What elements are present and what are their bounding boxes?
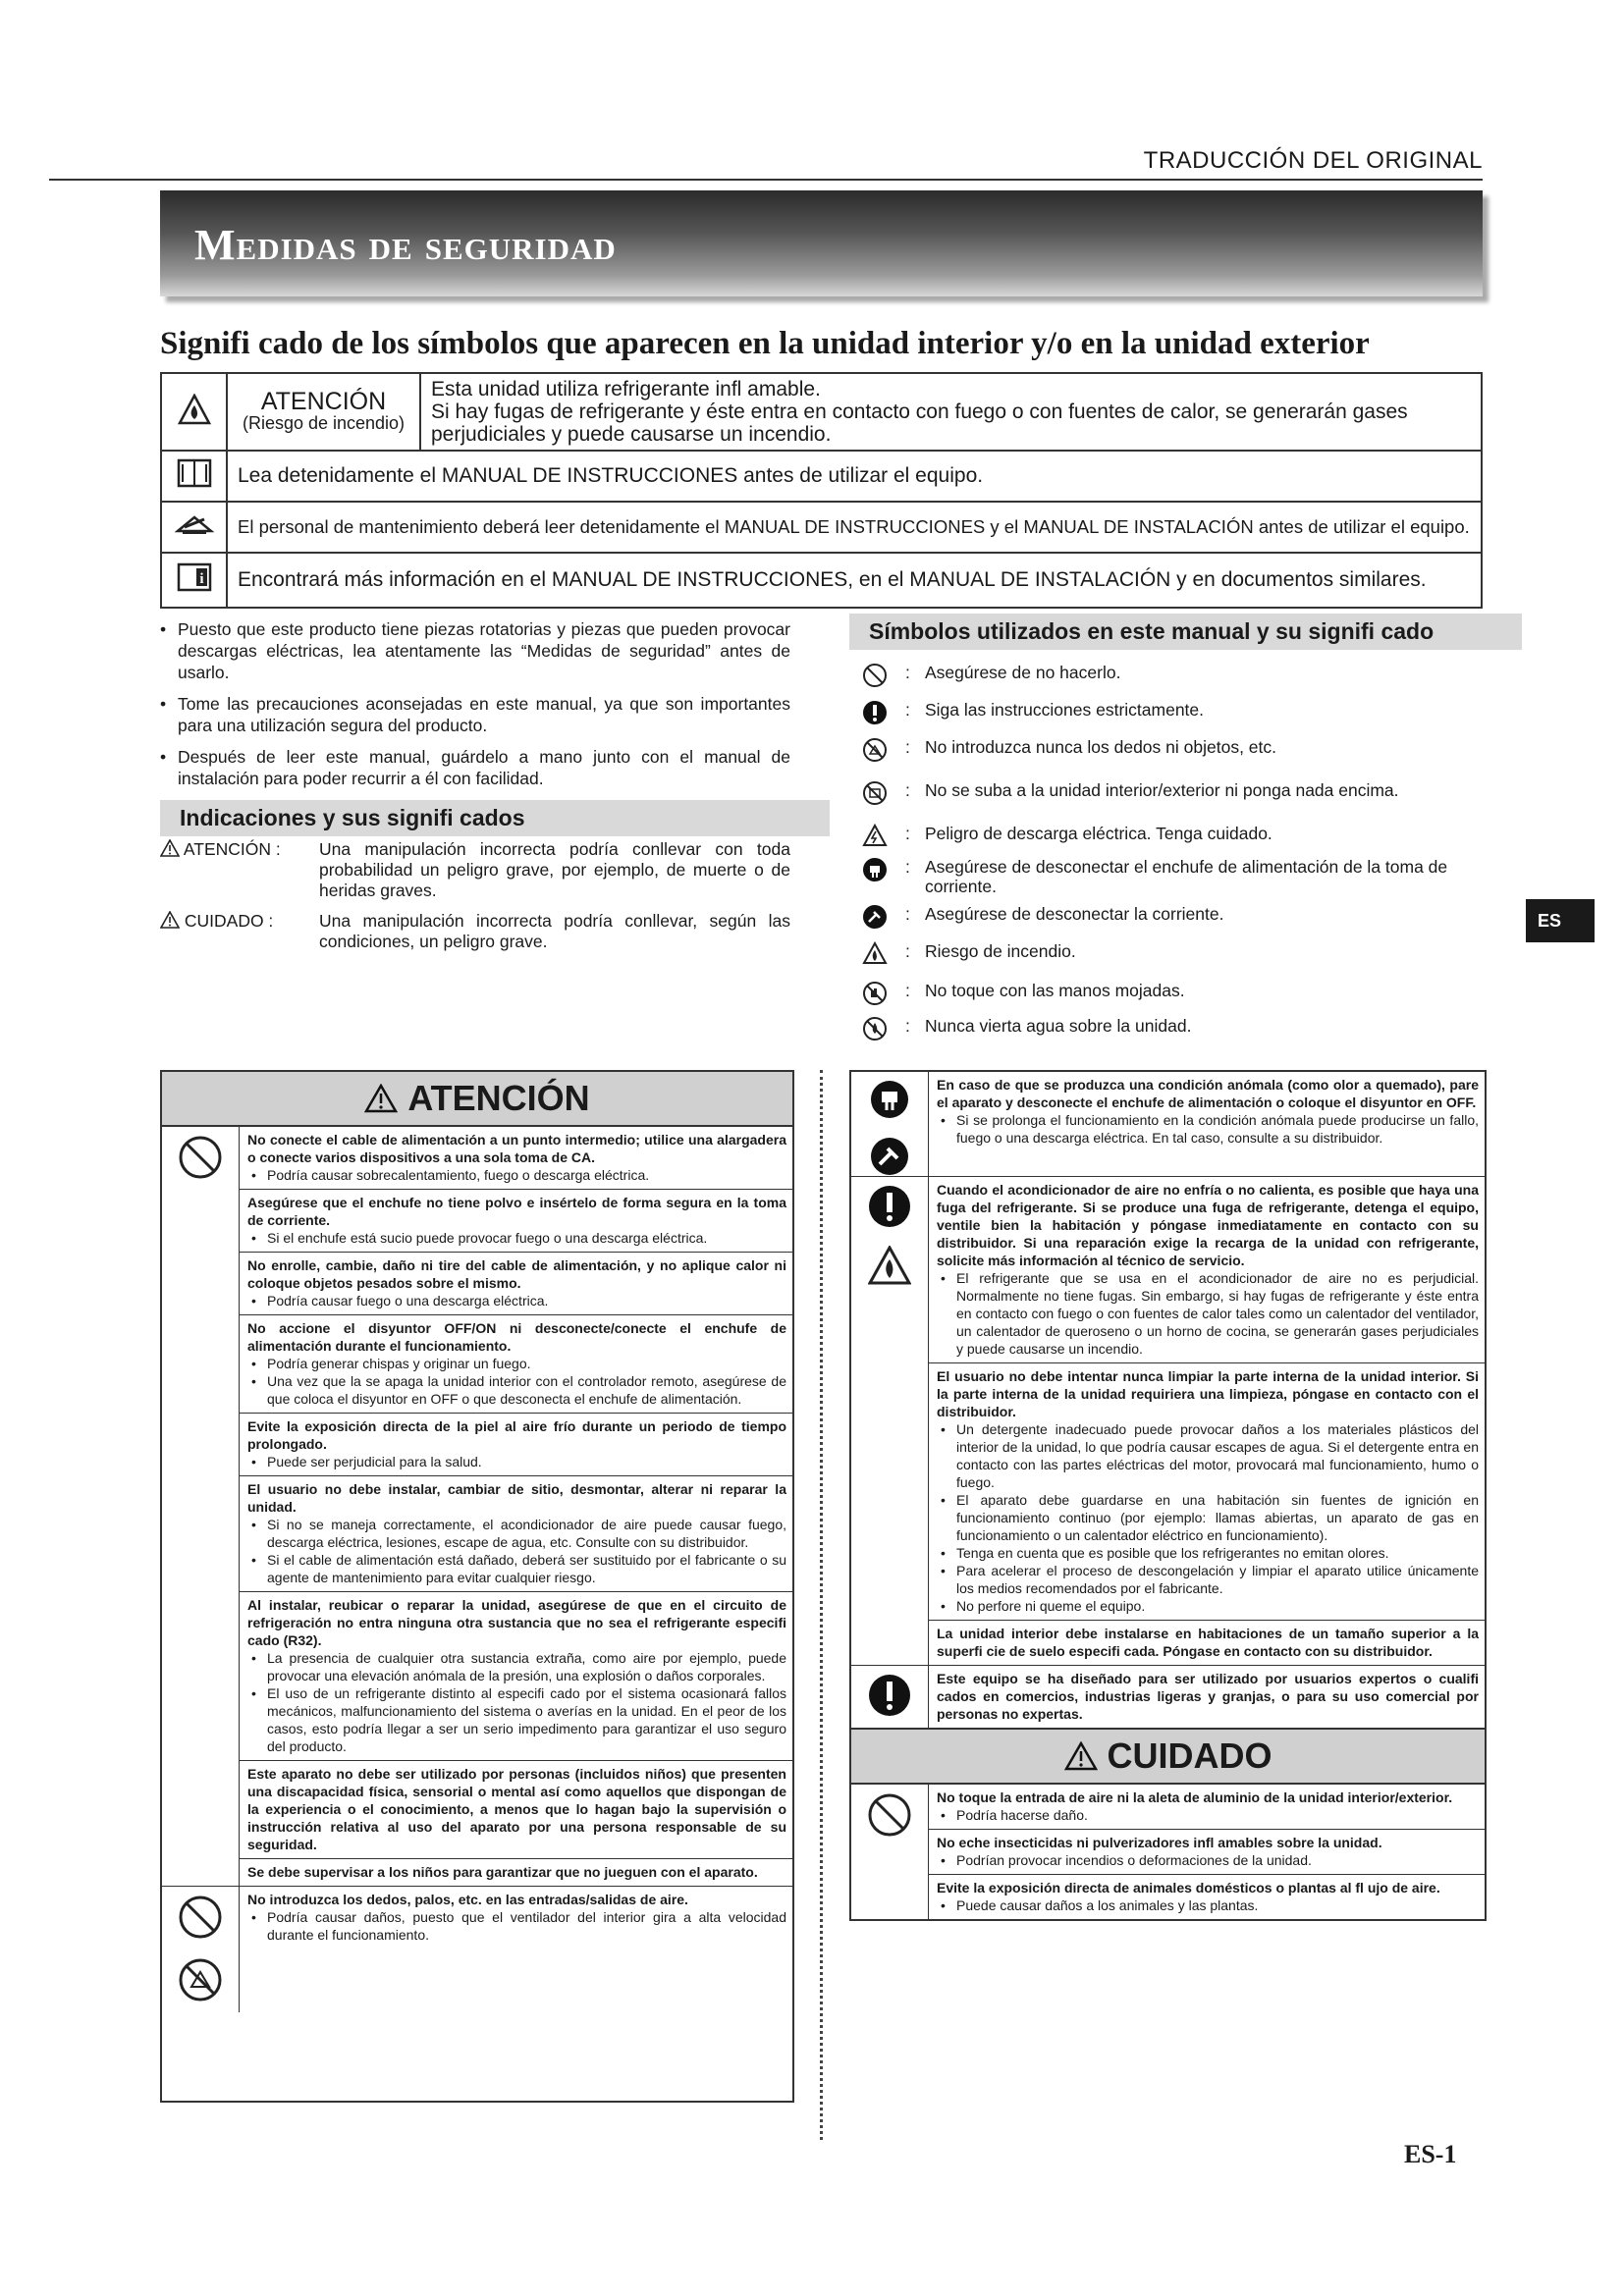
warning-item-heading: No eche insecticidas ni pulverizadores infl amables sobre la unidad. [937,1835,1382,1850]
intro-bullet: • Tome las precauciones aconsejadas en este manual, ya que son importantes para una utilización segura del producto. [160,694,790,735]
indication-label: ATENCIÓN : [183,839,281,859]
warning-item-note: • El refrigerante que se usa en el acondicionador de aire no es perjudicial. Normalmente no tiene fugas. Sin embargo, si hay fugas de refrigerante y éste entra en contacto con fuego o con fuentes de calor tales como un calentador del ventilador, un calentador de queroseno o un horno de cocina, se generarán gases perjudiciales y puede causarse un incendio. [941,1270,1479,1357]
no-fingers-icon [178,1957,223,2002]
symbols-row-attention [161,373,1482,451]
prohibition-icon [178,1135,223,1180]
warning-item-note: • El aparato debe guardarse en una habitación sin fuentes de ignición en funcionamiento continuo (por ejemplo: llamas abiertas, un aparato de gas en funcionamiento o un calentador eléctrico en funcionamiento). [941,1492,1479,1543]
symbol-meaning-text: No toque con las manos mojadas. [925,981,1185,1000]
atencion-group [162,1886,792,2012]
right-group-icons [851,1177,929,1665]
intro-bullet: • Puesto que este producto tiene piezas rotatorias y piezas que pueden provocar descargas eléctricas, lea atentamente las “Medidas de seguridad” antes de usarlo. [160,619,790,682]
warning-item [929,1362,1485,1620]
symbol-meaning-text: Asegúrese de desconectar la corriente. [925,904,1224,924]
warning-item-note: • Puede causar daños a los animales y las plantas. [941,1897,1259,1913]
warning-item [240,1252,792,1314]
warning-item-note: • Si no se maneja correctamente, el acondicionador de aire puede causar fuego, descarga eléctrica, lesiones, escape de agua, etc. Consulte con su distribuidor. [251,1517,786,1550]
service-manual-icon [161,502,227,553]
warning-item-heading: Asegúrese que el enchufe no tiene polvo e insértelo de forma segura en la toma de corriente. [247,1195,786,1228]
symbols-table [160,372,1483,609]
warning-item [240,1760,792,1858]
atencion-box [160,1070,794,2103]
warning-item-note: • Tenga en cuenta que es posible que los refrigerantes no emitan olores. [941,1545,1389,1561]
symbol-meaning-item: : Asegúrese de no hacerlo. [862,663,1481,700]
warning-item [929,1829,1485,1874]
warning-triangle-icon [160,839,180,857]
warning-item-note: • Si el cable de alimentación está dañado, deberá ser sustituido por el fabricante o su agente de mantenimiento para evitar cualquier riesgo. [251,1552,786,1585]
warning-item-note-text: La presencia de cualquier otra sustancia extraña, como aire por ejemplo, puede provocar una elevación anómala de la presión, una explosión o daños corporales. [267,1650,786,1683]
attention-text-1: Esta unidad utiliza refrigerante infl amable. [431,378,821,400]
symbol-meaning-text: No introduzca nunca los dedos ni objetos, etc. [925,737,1276,757]
cuidado-group-icons [851,1785,929,1919]
warning-item [929,1620,1485,1665]
right-group-icons [851,1666,929,1728]
warning-item-note: • Para acelerar el proceso de descongelación y limpiar el aparato utilice únicamente los medios recomendados por el fabricante. [941,1563,1479,1596]
warning-item-heading: El usuario no debe intentar nunca limpiar la parte interna de la unidad interior. Si la parte interna de la unidad requiriera una limpieza, póngase en contacto con el distribuidor. [937,1368,1479,1419]
atencion-group-icons [162,1887,240,2012]
symbol-meaning-text: Asegúrese de desconectar el enchufe de alimentación de la toma de corriente. [925,857,1448,896]
unplug-icon [862,857,895,886]
symbols-row-info [161,553,1482,608]
warning-item-heading: El usuario no debe instalar, cambiar de sitio, desmontar, alterar ni reparar la unidad. [247,1481,786,1515]
symbol-meaning-item: : Peligro de descarga eléctrica. Tenga cuidado. [862,824,1481,857]
indications-list [160,839,790,962]
warning-item [240,1413,792,1475]
warning-item [929,1785,1485,1829]
indications-title: Indicaciones y sus signifi cados [160,800,830,836]
atencion-box-title: ATENCIÓN [407,1078,590,1118]
right-group-icons [851,1072,929,1176]
symbols-row-service [161,502,1482,553]
warning-item-note-text: Podría hacerse daño. [956,1807,1088,1823]
prohibition-icon [867,1792,912,1838]
indication-row [160,839,790,901]
symbol-meaning-text: No se suba a la unidad interior/exterior ni ponga nada encima. [925,780,1399,800]
warning-item-heading: En caso de que se produzca una condición anómala (como olor a quemado), pare el aparato y desconecte el enchufe de alimentación o coloque el disyuntor en OFF. [937,1077,1479,1110]
cuidado-header [851,1728,1485,1785]
warning-item-note-text: Una vez que la se apaga la unidad interior con el controlador remoto, asegúrese de que coloca el disyuntor en OFF o que desconecta el enchufe de alimentación. [267,1373,786,1407]
warning-item-note: • La presencia de cualquier otra sustancia extraña, como aire por ejemplo, puede provocar una elevación anómala de la presión, una explosión o daños corporales. [251,1650,786,1683]
indication-text: Una manipulación incorrecta podría conllevar, según las condiciones, un peligro grave. [319,911,790,951]
warning-item-note-text: El aparato debe guardarse en una habitación sin fuentes de ignición en funcionamiento continuo (por ejemplo: llamas abiertas, un aparato de gas en funcionamiento o un calentador eléctrico en funcionamiento). [956,1492,1479,1543]
intro-bullet: • Después de leer este manual, guárdelo a mano junto con el manual de instalación para poder recurrir a él con facilidad. [160,747,790,788]
warning-item-heading: Evite la exposición directa de la piel al aire frío durante un periodo de tiempo prolongado. [247,1418,786,1452]
intro-text: Después de leer este manual, guárdelo a mano junto con el manual de instalación para poder recurrir a él con facilidad. [178,747,790,788]
symbol-meaning-item: : No introduzca nunca los dedos ni objetos, etc. [862,737,1481,780]
intro-text: Tome las precauciones aconsejadas en este manual, ya que son importantes para una utilización segura del producto. [178,694,790,735]
warning-item-note: • Puede ser perjudicial para la salud. [251,1454,482,1469]
symbol-meaning-item: : Asegúrese de desconectar el enchufe de alimentación de la toma de corriente. [862,857,1481,904]
warning-item-note-text: Podría generar chispas y originar un fuego. [267,1356,531,1371]
warning-item-note-text: Si se prolonga el funcionamiento en la condición anómala puede producirse un fallo, fuego o una descarga eléctrica. En tal caso, consulte a su distribuidor. [956,1112,1479,1146]
symbol-meaning-item: : Nunca vierta agua sobre la unidad. [862,1016,1481,1049]
title-banner [160,190,1483,296]
no-step-icon [862,780,895,810]
symbol-meaning-text: Nunca vierta agua sobre la unidad. [925,1016,1192,1036]
warning-item-note: • Una vez que la se apaga la unidad interior con el controlador remoto, asegúrese de que coloca el disyuntor en OFF o que desconecta el enchufe de alimentación. [251,1373,786,1407]
symbol-meaning-item: : No se suba a la unidad interior/exterior ni ponga nada encima. [862,780,1481,824]
original-translation-label: TRADUCCIÓN DEL ORIGINAL [1143,147,1483,174]
warning-item-note: • Si el enchufe está sucio puede provocar fuego o una descarga eléctrica. [251,1230,708,1246]
attention-text-cell [420,373,1482,451]
warning-item-heading: Evite la exposición directa de animales domésticos o plantas al fl ujo de aire. [937,1880,1440,1896]
warning-item-note-text: Un detergente inadecuado puede provocar daños a los materiales plásticos del interior de la unidad, lo que podría causar escapes de agua. Si el detergente entra en contacto con las partes eléctricas del motor, provocará mal funcionamiento, humo o fuego. [956,1421,1479,1490]
warning-item-note-text: El refrigerante que se usa en el acondicionador de aire no es perjudicial. Normalmente no tiene fugas. Sin embargo, si hay fugas de refrigerante y éste entra en contacto con fuego o con fuentes de calor tales como un calentador del ventilador, un calentador de queroseno o un horno de cocina, se generarán gases perjudiciales y puede causarse un incendio. [956,1270,1479,1357]
indication-label: CUIDADO : [184,911,274,931]
warning-item [240,1858,792,1886]
disconnect-icon [870,1137,909,1176]
info-row-text: Encontrará más información en el MANUAL DE INSTRUCCIONES, en el MANUAL DE INSTALACIÓN y en documentos similares. [227,553,1482,608]
header-rule [49,179,1483,181]
prohibition-icon [178,1895,223,1940]
symbol-meaning-item: : Asegúrese de desconectar la corriente. [862,904,1481,941]
warning-item [929,1666,1485,1728]
symbol-meaning-text: Riesgo de incendio. [925,941,1076,961]
atencion-group [162,1127,792,1886]
unplug-icon [870,1080,909,1119]
warning-triangle-icon [160,911,180,929]
right-group [851,1072,1485,1176]
attention-label-cell [227,373,420,451]
warning-item-note: • Un detergente inadecuado puede provocar daños a los materiales plásticos del interior de la unidad, lo que podría causar escapes de agua. Si el detergente entra en contacto con las partes eléctricas del motor, provocará mal funcionamiento, humo o fuego. [941,1421,1479,1490]
disconnect-icon [862,904,895,934]
warning-item-note: • Podría hacerse daño. [941,1807,1088,1823]
warning-item [240,1314,792,1413]
symbol-meaning-text: Asegúrese de no hacerlo. [925,663,1121,682]
symbol-meaning-text: Peligro de descarga eléctrica. Tenga cuidado. [925,824,1272,843]
warning-item-heading: No conecte el cable de alimentación a un punto intermedio; utilice una alargadera o conecte varios dispositivos a una sola toma de CA. [247,1132,786,1165]
right-items [929,1666,1485,1728]
cuidado-items [929,1785,1485,1919]
indication-label-wrap [160,839,319,901]
manual-row-text: Lea detenidamente el MANUAL DE INSTRUCCIONES antes de utilizar el equipo. [227,451,1482,502]
warning-item-heading: No introduzca los dedos, palos, etc. en las entradas/salidas de aire. [247,1892,688,1907]
intro-text: Puesto que este producto tiene piezas rotatorias y piezas que pueden provocar descargas eléctricas, lea atentamente las “Medidas de seguridad” antes de usarlo. [178,619,790,682]
warning-triangle-icon [1064,1741,1098,1771]
warning-item-note-text: Puede causar daños a los animales y las plantas. [956,1897,1259,1913]
no-water-icon [862,1016,895,1045]
warning-item-note: • Podrían provocar incendios o deformaciones de la unidad. [941,1852,1312,1868]
warning-item-note: • Podría generar chispas y originar un fuego. [251,1356,531,1371]
page-title: Medidas de seguridad [194,221,617,269]
symbol-meaning-text: Siga las instrucciones estrictamente. [925,700,1205,720]
symbol-meaning-item: : Riesgo de incendio. [862,941,1481,981]
cuidado-group [851,1785,1485,1919]
right-warnings-box [849,1070,1487,1921]
warning-item-note: • Si se prolonga el funcionamiento en la condición anómala puede producirse un fallo, fuego o una descarga eléctrica. En tal caso, consulte a su distribuidor. [941,1112,1479,1146]
fire-icon [868,1246,911,1285]
symbols-section-title: Signifi cado de los símbolos que aparecen en la unidad interior y/o en la unidad exterior [160,326,1370,361]
warning-item-heading: Al instalar, reubicar o reparar la unidad, asegúrese de que en el circuito de refrigeración no entra ninguna otra sustancia que no sea el refrigerante especifi cado (R32). [247,1597,786,1648]
warning-item [929,1874,1485,1919]
page-number: ES-1 [1404,2140,1457,2168]
cuidado-title: CUIDADO [1107,1735,1272,1776]
warning-item-note-text: Si el cable de alimentación está dañado, deberá ser sustituido por el fabricante o su agente de mantenimiento para evitar cualquier riesgo. [267,1552,786,1585]
atencion-box-header [162,1072,792,1127]
attention-sub: (Riesgo de incendio) [242,412,406,433]
indication-row [160,911,790,952]
symbol-meanings-title: Símbolos utilizados en este manual y su signifi cado [849,614,1522,650]
info-book-icon [161,553,227,608]
right-group [851,1176,1485,1665]
warning-item-note-text: Podría causar daños, puesto que el ventilador del interior gira a alta velocidad durante el funcionamiento. [267,1909,786,1943]
warning-item-note: • Podría causar fuego o una descarga eléctrica. [251,1293,549,1308]
symbol-meaning-item: : No toque con las manos mojadas. [862,981,1481,1016]
attention-label: ATENCIÓN [260,387,387,415]
warning-item-note: • El uso de un refrigerante distinto al especifi cado por el sistema ocasionará fallos mecánicos, malfuncionamiento del sistema o averías en la unidad. En el peor de los casos, esto podría llegar a ser un serio impedimento para garantizar el uso seguro del producto. [251,1685,786,1754]
symbols-row-manual [161,451,1482,502]
warning-item-note: • Podría causar sobrecalentamiento, fuego o descarga eléctrica. [251,1167,650,1183]
atencion-group-icons [162,1127,240,1886]
wet-hands-icon [862,981,895,1010]
right-group [851,1665,1485,1728]
warning-item-note-text: Puede ser perjudicial para la salud. [267,1454,482,1469]
warning-item-note-text: Podrían provocar incendios o deformaciones de la unidad. [956,1852,1312,1868]
warning-item [240,1887,792,1949]
right-items [929,1072,1485,1176]
warning-item [929,1072,1485,1151]
warning-item-note-text: Si no se maneja correctamente, el acondicionador de aire puede causar fuego, descarga eléctrica, lesiones, escape de agua, etc. Consulte con su distribuidor. [267,1517,786,1550]
language-tab-es: ES [1526,899,1595,942]
prohibition-icon [862,663,895,692]
mandatory-icon [862,700,895,729]
warning-item [929,1177,1485,1362]
warning-item-heading: Cuando el acondicionador de aire no enfría o no calienta, es posible que haya una fuga del refrigerante. Si se produce una fuga de refrigerante, detenga el equipo, ventile bien la habitación y póngase inmediatamente en contacto con su distribuidor. Si una reparación exige la recarga de la unidad con refrigerante, solicite más información al técnico de servicio. [937,1182,1479,1268]
right-items [929,1177,1485,1665]
svg-text:i: i [198,571,204,587]
atencion-items [240,1887,792,2012]
column-divider [820,1070,823,2140]
warning-item-note-text: El uso de un refrigerante distinto al especifi cado por el sistema ocasionará fallos mecánicos, malfuncionamiento del sistema o averías en la unidad. En el peor de los casos, esto podría llegar a ser un serio impedimento para garantizar el uso seguro del producto. [267,1685,786,1754]
fire-warning-icon [161,373,227,451]
no-fingers-icon [862,737,895,767]
warning-item-note-text: Tenga en cuenta que es posible que los refrigerantes no emitan olores. [956,1545,1389,1561]
warning-item [240,1127,792,1189]
mandatory-icon [868,1674,911,1717]
manual-book-icon [161,451,227,502]
warning-item-note-text: Podría causar fuego o una descarga eléctrica. [267,1293,549,1308]
warning-item-heading: La unidad interior debe instalarse en habitaciones de un tamaño superior a la superfi cie de suelo especifi cada. Póngase en contacto con su distribuidor. [937,1626,1479,1659]
warning-item [240,1189,792,1252]
warning-item-heading: No toque la entrada de aire ni la aleta de aluminio de la unidad interior/exterior. [937,1789,1453,1805]
warning-triangle-icon [364,1084,398,1113]
warning-item-heading: Se debe supervisar a los niños para garantizar que no jueguen con el aparato. [247,1864,758,1880]
mandatory-icon [868,1185,911,1228]
warning-item-heading: Este aparato no debe ser utilizado por personas (incluidos niños) que presenten una discapacidad física, sensorial o mental así como aquellos que dispongan de la experiencia o el conocimiento, a menos que lo hagan bajo la supervisión o instrucción relativa al uso del aparato por una persona responsable de su seguridad. [247,1766,786,1852]
symbol-meaning-item: : Siga las instrucciones estrictamente. [862,700,1481,737]
attention-text-2: Si hay fugas de refrigerante y éste entra en contacto con fuego o con fuentes de calor, se generarán gases perjudiciales y puede causarse un incendio. [431,400,1408,446]
indication-text: Una manipulación incorrecta podría conllevar con toda probabilidad un peligro grave, por ejemplo, de muerte o de heridas graves. [319,839,790,900]
warning-item-note-text: Para acelerar el proceso de descongelación y limpiar el aparato utilice únicamente los medios recomendados por el fabricante. [956,1563,1479,1596]
warning-item-note: • No perfore ni queme el equipo. [941,1598,1146,1614]
warning-item-heading: No accione el disyuntor OFF/ON ni desconecte/conecte el enchufe de alimentación durante el funcionamiento. [247,1320,786,1354]
service-row-text: El personal de mantenimiento deberá leer detenidamente el MANUAL DE INSTRUCCIONES y el MANUAL DE INSTALACIÓN antes de utilizar el equipo. [227,502,1482,553]
warning-item [240,1475,792,1591]
symbol-meanings-list [862,663,1481,1049]
shock-icon [862,824,895,851]
intro-bullets [160,618,790,799]
fire-icon [862,941,895,969]
warning-item-heading: No enrolle, cambie, daño ni tire del cable de alimentación, y no aplique calor ni coloque objetos pesados sobre el mismo. [247,1257,786,1291]
indication-label-wrap [160,911,319,952]
warning-item [240,1591,792,1760]
warning-item-note-text: No perfore ni queme el equipo. [956,1598,1146,1614]
warning-item-heading: Este equipo se ha diseñado para ser utilizado por usuarios expertos o cualifi cados en comercios, industrias ligeras y granjas, o para su uso comercial por personas no expertas. [937,1671,1479,1722]
warning-item-note-text: Si el enchufe está sucio puede provocar fuego o una descarga eléctrica. [267,1230,708,1246]
warning-item-note-text: Podría causar sobrecalentamiento, fuego o descarga eléctrica. [267,1167,650,1183]
warning-item-note: • Podría causar daños, puesto que el ventilador del interior gira a alta velocidad durante el funcionamiento. [251,1909,786,1943]
atencion-items [240,1127,792,1886]
